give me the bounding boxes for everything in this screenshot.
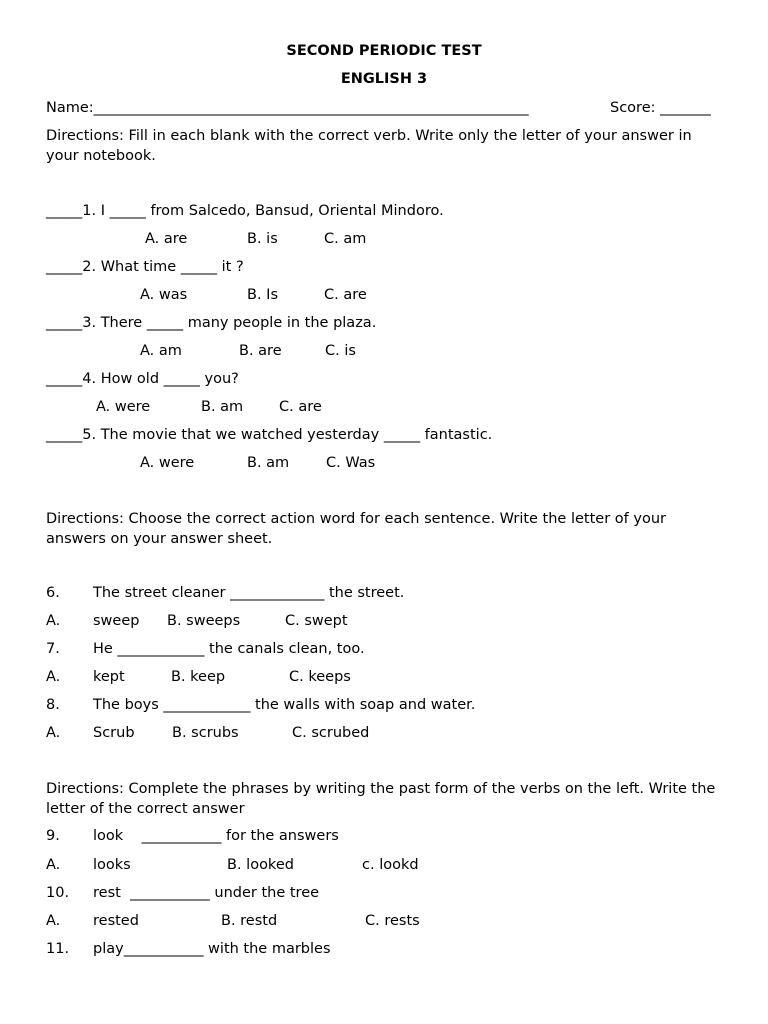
choice-6a: sweep <box>93 613 140 629</box>
choice-7b: B. keep <box>171 669 226 685</box>
choice-3a: A. am <box>140 343 182 359</box>
question-9: look ___________ for the answers <box>93 828 339 844</box>
choice-8b: B. scrubs <box>172 725 239 741</box>
question-11: play___________ with the marbles <box>93 941 331 957</box>
section2-directions: Directions: Choose the correct action word for each sentence. Write the letter of your answers on your answer sheet. <box>46 511 666 547</box>
section3-directions: Directions: Complete the phrases by writing the past form of the verbs on the left. Write the letter of the correct answer <box>46 781 716 817</box>
choice-1b: B. is <box>247 231 278 247</box>
choice-7a: kept <box>93 669 125 685</box>
choice-8a-letter: A. <box>46 725 61 741</box>
choice-5a: A. were <box>140 455 195 471</box>
choice-10c: C. rests <box>365 913 420 929</box>
question-10-number: 10. <box>46 885 70 901</box>
choice-8a: Scrub <box>93 725 135 741</box>
choice-9b: B. looked <box>227 857 294 873</box>
question-9-number: 9. <box>46 828 60 844</box>
choice-9c: c. lookd <box>362 857 419 873</box>
choice-6b: B. sweeps <box>167 613 241 629</box>
question-2: _____2. What time _____ it ? <box>46 259 244 275</box>
question-10: rest ___________ under the tree <box>93 885 320 901</box>
choice-1c: C. am <box>324 231 367 247</box>
question-1: _____1. I _____ from Salcedo, Bansud, Oriental Mindoro. <box>46 203 444 219</box>
choice-7a-letter: A. <box>46 669 61 685</box>
choice-9a-letter: A. <box>46 857 61 873</box>
choice-8c: C. scrubed <box>292 725 370 741</box>
score-line: Score: _______ <box>610 100 711 116</box>
choice-10a: rested <box>93 913 139 929</box>
choice-2a: A. was <box>140 287 188 303</box>
choice-7c: C. keeps <box>289 669 351 685</box>
choice-3b: B. are <box>239 343 282 359</box>
choice-5c: C. Was <box>326 455 376 471</box>
name-line: Name:____________________________________________________________ <box>46 100 529 116</box>
question-3: _____3. There _____ many people in the plaza. <box>46 315 377 331</box>
section1-directions: Directions: Fill in each blank with the correct verb. Write only the letter of your answer in your notebook. <box>46 128 692 164</box>
test-subject: ENGLISH 3 <box>340 71 428 87</box>
question-8-number: 8. <box>46 697 60 713</box>
choice-10a-letter: A. <box>46 913 61 929</box>
choice-9a: looks <box>93 857 131 873</box>
choice-6a-letter: A. <box>46 613 61 629</box>
choice-2c: C. are <box>324 287 367 303</box>
choice-4a: A. were <box>96 399 151 415</box>
choice-2b: B. Is <box>247 287 278 303</box>
question-7-number: 7. <box>46 641 60 657</box>
question-11-number: 11. <box>46 941 70 957</box>
choice-4c: C. are <box>279 399 322 415</box>
question-8: The boys ____________ the walls with soap and water. <box>93 697 476 713</box>
question-7: He ____________ the canals clean, too. <box>93 641 365 657</box>
question-6-number: 6. <box>46 585 60 601</box>
question-6: The street cleaner _____________ the street. <box>93 585 405 601</box>
choice-5b: B. am <box>247 455 290 471</box>
question-5: _____5. The movie that we watched yesterday _____ fantastic. <box>46 427 493 443</box>
choice-4b: B. am <box>201 399 244 415</box>
choice-3c: C. is <box>325 343 356 359</box>
choice-1a: A. are <box>145 231 188 247</box>
choice-6c: C. swept <box>285 613 348 629</box>
test-title: SECOND PERIODIC TEST <box>286 43 482 59</box>
choice-10b: B. restd <box>221 913 278 929</box>
question-4: _____4. How old _____ you? <box>46 371 239 387</box>
